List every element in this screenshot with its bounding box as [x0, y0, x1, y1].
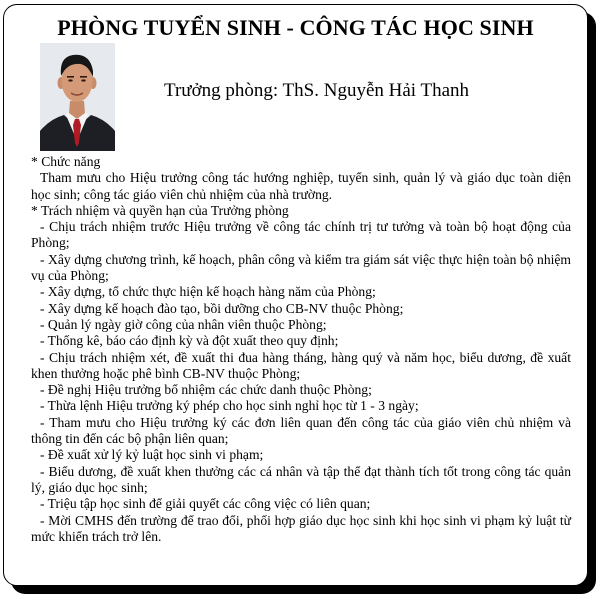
duty-item: - Xây dựng chương trình, kế hoạch, phân công và kiểm tra giám sát việc thực hiện toàn bộ nhiệm vụ của Phòng;: [31, 251, 571, 284]
duty-item: - Thống kê, báo cáo định kỳ và đột xuất theo quy định;: [40, 333, 339, 349]
duty-item: - Quản lý ngày giờ công của nhân viên thuộc Phòng;: [40, 316, 327, 332]
content-body: [31, 154, 571, 545]
duty-item: - Xây dựng, tổ chức thực hiện kế hoạch hàng năm của Phòng;: [40, 284, 376, 300]
duty-item: - Biểu dương, đề xuất khen thưởng các cá nhân và tập thể đạt thành tích tốt trong công tác quản lý, giáo dục học sinh;: [31, 463, 571, 495]
department-head: Trưởng phòng: ThS. Nguyễn Hải Thanh: [164, 80, 470, 101]
page-title: PHÒNG TUYỂN SINH - CÔNG TÁC HỌC SINH: [57, 15, 534, 40]
duty-item: - Đề xuất xử lý kỷ luật học sinh vi phạm;: [40, 447, 264, 463]
duty-item: - Thừa lệnh Hiệu trưởng ký phép cho học sinh nghỉ học từ 1 - 3 ngày;: [40, 398, 419, 414]
portrait-photo: [40, 43, 115, 151]
duties-heading: * Trách nhiệm và quyền hạn của Trưởng phòng: [31, 202, 289, 218]
duty-item: - Chịu trách nhiệm xét, đề xuất thi đua hàng tháng, hàng quý và năm học, biểu dương, đề xuất khen thưởng hoặc phê bình CB-NV thuộc Phòng;: [31, 349, 571, 381]
duty-item: - Đề nghị Hiệu trưởng bổ nhiệm các chức danh thuộc Phòng;: [40, 382, 372, 398]
duty-item: - Tham mưu cho Hiệu trưởng ký các đơn liên quan đến công tác của giáo viên chủ nhiệm và thông tin đến các bộ phận liên quan;: [31, 414, 571, 447]
duty-item: - Xây dựng kế hoạch đào tạo, bồi dưỡng cho CB-NV thuộc Phòng;: [40, 300, 404, 316]
info-card: [3, 4, 588, 586]
portrait-image: [40, 43, 115, 151]
function-heading: * Chức năng: [31, 154, 101, 169]
duty-item: - Chịu trách nhiệm trước Hiệu trưởng về công tác chính trị tư tưởng và toàn bộ hoạt động của Phòng;: [31, 219, 571, 251]
duty-item: - Mời CMHS đến trường để trao đổi, phối hợp giáo dục học sinh khi học sinh vi phạm kỷ luật từ mức khiển trách trở lên.: [31, 512, 571, 544]
duty-item: - Triệu tập học sinh để giải quyết các công việc có liên quan;: [40, 496, 371, 512]
function-text: Tham mưu cho Hiệu trưởng công tác hướng nghiệp, tuyển sinh, quản lý và giáo dục toàn diện học sinh; công tác giáo viên chủ nhiệm của nhà trường.: [31, 170, 571, 202]
